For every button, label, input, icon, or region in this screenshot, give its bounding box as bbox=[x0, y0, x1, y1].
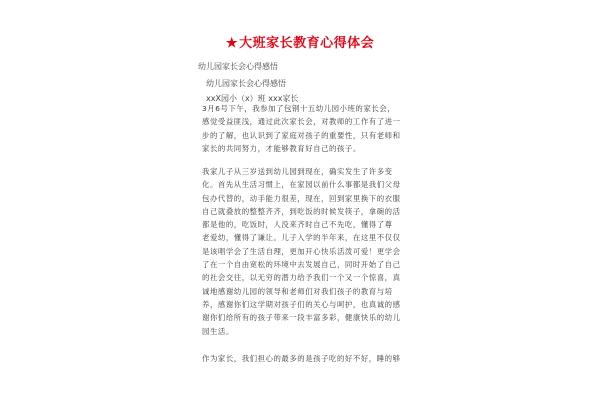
paragraph-line: 我家儿子从三岁送到幼儿园到现在，确实发生了许多变 bbox=[202, 167, 393, 176]
star-icon: ★ bbox=[225, 36, 239, 51]
paragraph-line: 自己就叠放的整整齐齐，到吃饭的时候发筷子，拿碗的活 bbox=[202, 206, 401, 216]
paragraph-line: 园生活。 bbox=[202, 326, 234, 336]
paragraph-line: 感觉受益匪浅，通过此次家长会，对教师的工作有了进一 bbox=[202, 117, 401, 127]
paragraph-2 bbox=[202, 165, 410, 338]
paragraph-line: 步的了解，也认识到了家庭对孩子的重要性，只有老师和 bbox=[202, 130, 401, 140]
paragraph-line: 养，感谢你们这学期对孩子们的关心与呵护，也真诚的感 bbox=[202, 299, 401, 309]
paragraph-line: 的社会交往，以无穷的潜力给予我们一个又一个惊喜，真 bbox=[202, 273, 401, 283]
document-byline: xxX园小（x）班 xxx家长 bbox=[206, 94, 299, 103]
paragraph-line: 了在一个自由宽松的环境中去发展自己，同时开始了自己 bbox=[202, 260, 401, 270]
document-subheading: 幼儿园家长会心得感悟 bbox=[206, 79, 286, 88]
paragraph-line: 化。首先从生活习惯上，在家园以前什么事都是我们父母 bbox=[202, 180, 401, 190]
document-title bbox=[0, 36, 600, 52]
paragraph-line: 家长的共同努力，才能够教育好自己的孩子。 bbox=[202, 143, 361, 153]
paragraph-3 bbox=[202, 352, 410, 365]
paragraph-line: 老爱幼，懂得了谦让。儿子入学的半年来，在这里不仅仅 bbox=[202, 233, 401, 243]
paragraph-line: 都是他的，吃饭时，人没来齐时自己不先吃，懂得了尊 bbox=[202, 220, 393, 230]
paragraph-line: 是该唱学会了生活自理，更加开心快乐活泼可爱！更学会 bbox=[202, 246, 401, 256]
document-heading: 幼儿园家长会心得感悟 bbox=[198, 62, 278, 71]
paragraph-1 bbox=[202, 102, 410, 155]
paragraph-line: 谢你们给所有的孩子带来一段丰富多彩，健康快乐的幼儿 bbox=[202, 313, 401, 323]
paragraph-line: 包办代替的，动手能力很差，现在，回到家里换下的衣服 bbox=[202, 193, 401, 203]
document-title-text: 大班家长教育心得体会 bbox=[239, 36, 375, 51]
paragraph-line: 诚地感谢幼儿园的领导和老师们对我们孩子的教育与培 bbox=[202, 286, 393, 296]
paragraph-line: 3月6号下午，我参加了包钢十五幼儿园小班的家长会， bbox=[202, 104, 396, 113]
paragraph-line: 作为家长，我们担心的最多的是孩子吃的好不好，睡的够 bbox=[202, 354, 401, 363]
